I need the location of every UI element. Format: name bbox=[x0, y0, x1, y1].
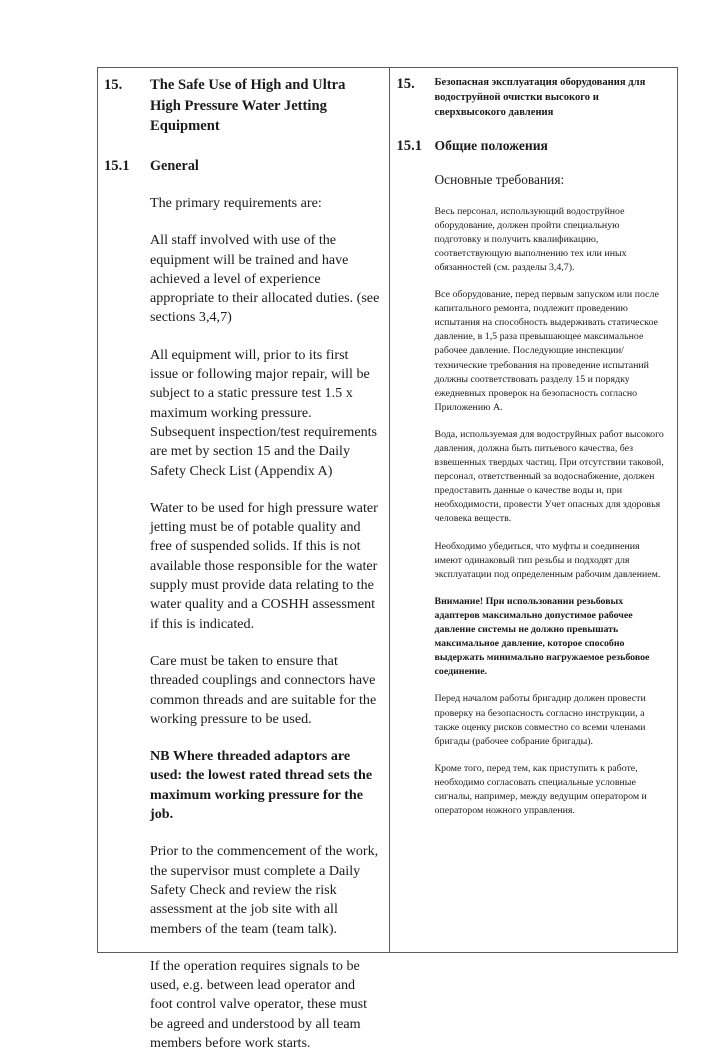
russian-section-title: Безопасная эксплуатация оборудования для водоструйной очистки высокого и сверхвысокого давления bbox=[434, 77, 646, 119]
spacer bbox=[104, 213, 380, 231]
spacer bbox=[104, 634, 380, 652]
english-subsection-row bbox=[104, 156, 380, 177]
spacer bbox=[104, 939, 380, 957]
spacer bbox=[397, 679, 669, 692]
spacer bbox=[104, 176, 380, 194]
english-column bbox=[98, 68, 390, 1051]
spacer bbox=[397, 189, 669, 205]
english-paragraph: The primary requirements are: bbox=[150, 195, 322, 211]
spacer bbox=[104, 137, 380, 156]
english-paragraph: Care must be taken to ensure that threaded couplings and connectors have common threads and are suitable for the working pressure to be used. bbox=[150, 652, 377, 727]
russian-section-number: 15. bbox=[396, 76, 415, 92]
spacer bbox=[397, 121, 669, 137]
english-paragraph: Prior to the commencement of the work, the supervisor must complete a Daily Safety Check and review the risk assessment at the job site with all members of the team (team talk). bbox=[150, 843, 379, 937]
english-subsection-number: 15.1 bbox=[104, 157, 130, 174]
russian-paragraph: Вода, используемая для водоструйных работ высокого давления, должна быть питьевого качества, без взвешенных твердых частиц. При отсутствии таковой, персонал, ответственный за водоснабжение, должен предоставить данные о качестве воды и, при необходимости, провести Учет опасных для здоровья человека веществ. bbox=[434, 428, 664, 525]
spacer bbox=[397, 275, 669, 288]
russian-lead-line: Основные требования: bbox=[434, 171, 565, 187]
english-paragraph: Water to be used for high pressure water jetting must be of potable quality and free of suspended solids. If this is not available those responsible for the water supply must provide data relating to the water quality and a COSHH assessment if this is indicated. bbox=[150, 499, 378, 632]
russian-paragraph-warning: Внимание! При использовании резьбовых адаптеров максимально допустимое рабочее давление системы не должно превышать максимальное давление, которое способно выдержать минимально нагружаемое резьбовое соединение. bbox=[434, 595, 650, 678]
english-paragraph-note: NB Where threaded adaptors are used: the lowest rated thread sets the maximum working pressure for the job. bbox=[150, 748, 373, 823]
english-subsection-heading: General bbox=[150, 157, 199, 174]
english-paragraph: All equipment will, prior to its first issue or following major repair, will be subject to a static pressure test 1.5 x maximum working pressure. Subsequent inspection/test requirements are met by section 15 and the Daily Safety Check List (Appendix A) bbox=[150, 346, 378, 479]
russian-column bbox=[390, 68, 678, 952]
spacer bbox=[104, 328, 380, 346]
english-paragraph: If the operation requires signals to be used, e.g. between lead operator and foot control valve operator, these must be agreed and understood by all team members before work starts. bbox=[150, 957, 368, 1051]
spacer bbox=[104, 824, 380, 842]
english-section-title: The Safe Use of High and Ultra High Pressure Water Jetting Equipment bbox=[150, 77, 346, 134]
russian-section-title-row bbox=[397, 75, 669, 121]
english-section-title-row bbox=[104, 75, 380, 137]
spacer bbox=[397, 749, 669, 762]
spacer bbox=[397, 582, 669, 595]
spacer bbox=[104, 481, 380, 499]
spacer bbox=[397, 527, 669, 540]
russian-paragraph: Кроме того, перед тем, как приступить к работе, необходимо согласовать специальные условные сигналы, например, между ведущим оператором и оператором ножного управления. bbox=[434, 762, 647, 817]
spacer bbox=[104, 729, 380, 747]
bilingual-section-table bbox=[97, 67, 678, 1051]
russian-paragraph: Необходимо убедиться, что муфты и соединения имеют одинаковый тип резьбы и подходят для эксплуатации под определенным рабочим давлением. bbox=[434, 540, 661, 580]
english-paragraph: All staff involved with use of the equipment will be trained and have achieved a level of experience appropriate to their allocated duties. (see sections 3,4,7) bbox=[150, 232, 380, 326]
russian-subsection-heading: Общие положения bbox=[434, 137, 548, 153]
spacer bbox=[397, 155, 669, 171]
russian-paragraph: Перед началом работы бригадир должен провести проверку на безопасность согласно инструкции, а также оценку рисков совместно со всеми членами бригады (рабочее собрание бригады). bbox=[434, 693, 646, 747]
russian-subsection-row bbox=[397, 137, 669, 155]
russian-paragraph: Все оборудование, перед первым запуском или после капитального ремонта, подлежит проведению испытания на способность выдерживать статическое давление, в 1,5 раза превышающее максимальное рабочее давление. Последующие инспекции/технические требования на проведение испытаний должны соответствовать разделу 15 и порядку ежедневных проверок на безопасность согласно Приложению А. bbox=[434, 289, 659, 413]
english-section-number: 15. bbox=[104, 77, 123, 93]
spacer bbox=[397, 415, 669, 428]
russian-subsection-number: 15.1 bbox=[396, 137, 423, 154]
russian-paragraph: Весь персонал, использующий водоструйное оборудование, должен пройти специальную подготовку и получить квалификацию, соответствующую выполнению тех или иных обязанностей (см. разделы 3,4,7). bbox=[434, 205, 627, 273]
